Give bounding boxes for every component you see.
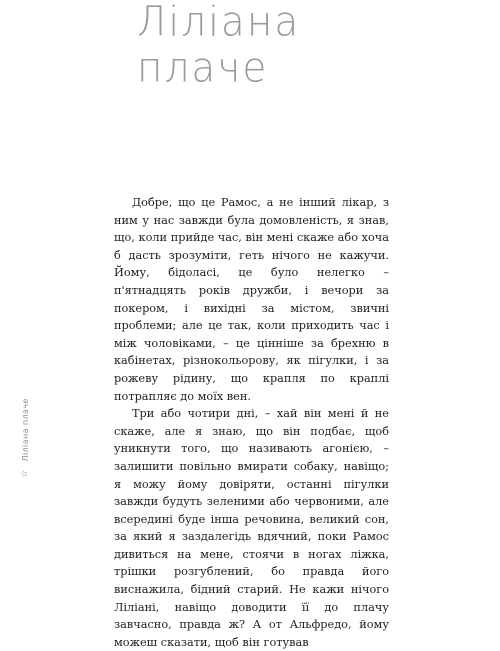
running-head [20, 368, 31, 478]
story-title-line-1: Ліліана [137, 0, 301, 47]
star-icon: ☆ [20, 469, 30, 478]
story-title-line-2: плаче [137, 44, 269, 93]
paragraph-1: Добре, що це Рамос, а не інший лікар, з ним у нас завжди була домовленість, я знав, що, коли прийде час, він мені скаже або хоча б дасть зрозуміти, геть нічого не кажучи. Йому, бідоласі, це було нелегко – п'ятнадцять років дружби, і вечори за покером, і вихідні за містом, звичні проблеми; але це так, коли приходить час і між чоловіками, – це цінніше за брехню в кабінетах, різнокольорову, як пігулки, і за рожеву рідину, що крапля по краплі потрапляє до моїх вен. [114, 196, 389, 403]
paragraph-2: Три або чотири дні, – хай він мені й не скаже, але я знаю, що він подбає, щоб уникнути того, що називають агонією, – залишити повільно вмирати собаку, навіщо; я можу йому довіряти, останні пігулки завжди будуть зеленими або червоними, але всередині буде інша речовина, великий сон, за який я заздалегідь вдячний, поки Рамос дивиться на мене, стоячи в ногах ліжка, трішки розгублений, бо правда його виснажила, бідний старий. Не кажи нічого Ліліані, навіщо доводити її до плачу завчасно, правда ж? А от Альфредо, йому можеш сказати, щоб він готував [114, 407, 389, 649]
running-head-title: Ліліана плаче [20, 398, 30, 462]
story-body [114, 194, 389, 651]
